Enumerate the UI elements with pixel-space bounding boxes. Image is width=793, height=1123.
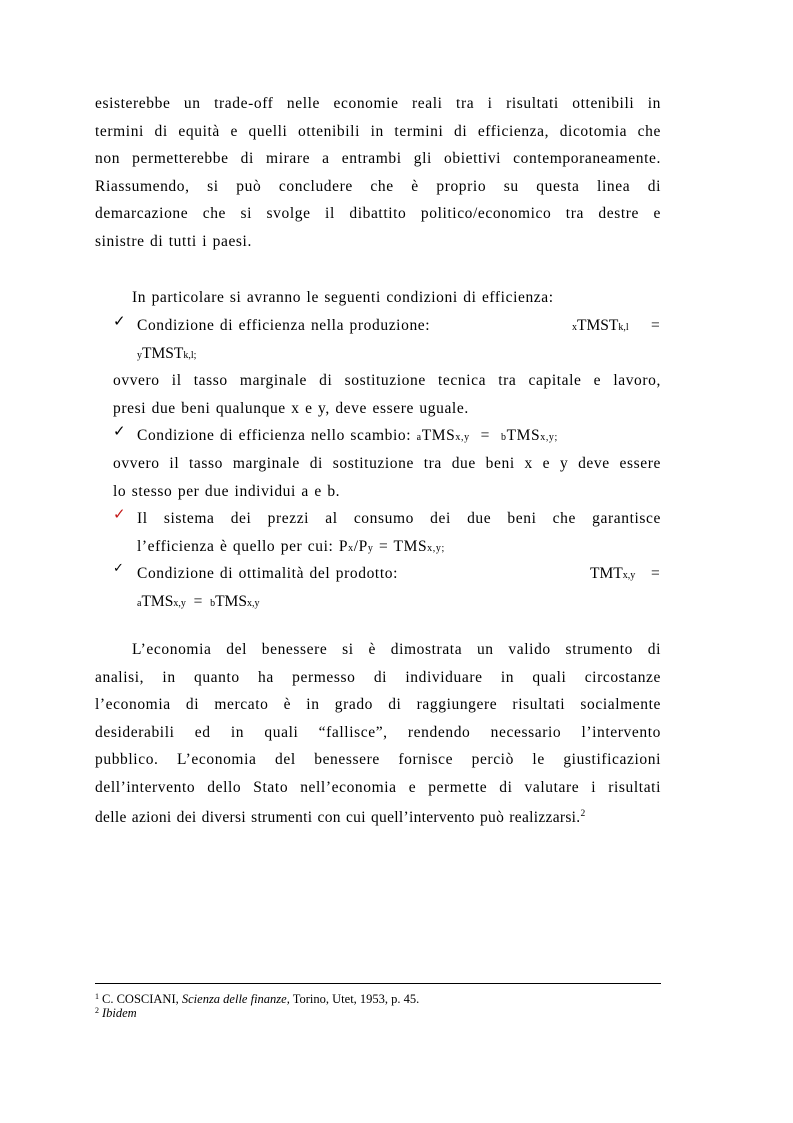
footnote-1: $^1$ C. COSCIANI, Scienza delle finanze, Torino, Utet, 1953, p. 45. [95, 992, 420, 1006]
text-line: dell’intervento dello Stato nell’economia e permette di valutare i risultati [95, 778, 661, 796]
equals-sign: = [651, 565, 660, 582]
condition-exchange: Condizione di efficienza nello scambio: aTMSx,y = bTMSx,y; [137, 427, 558, 444]
text-line: l’economia di mercato è in grado di raggiungere risultati socialmente [95, 696, 661, 713]
condition-prices [137, 505, 661, 560]
text-line: L’economia del benessere si è dimostrata un valido strumento di [132, 641, 661, 658]
condition-production-label: Condizione di efficienza nella produzione: [137, 317, 431, 334]
footnote-2: $^2$ Ibidem [95, 1006, 137, 1020]
text-line: analisi, in quanto ha permesso di individuare in quali circostanze [95, 668, 661, 686]
text-line: delle azioni dei diversi strumenti con cui quell’intervento può realizzarsi.$^2$ [95, 809, 586, 826]
formula-x-tmst: xTMSTk,l [572, 317, 629, 334]
text-line: presi due beni qualunque x e y, deve essere uguale. [113, 399, 469, 417]
check-icon: ✓ [113, 314, 126, 330]
text-line: sinistre di tutti i paesi. [95, 232, 252, 250]
text-line: termini di equità e quelli ottenibili in termini di efficienza, dicotomia che [95, 122, 661, 140]
paragraph-intro [95, 90, 661, 255]
equals-sign: = [651, 317, 660, 334]
text-line: non permetterebbe di mirare a entrambi gli obiettivi contemporaneamente. [95, 150, 661, 167]
text-line: desiderabili ed in quali “fallisce”, rendendo necessario l’intervento [95, 723, 661, 741]
check-icon: ✓ [113, 424, 126, 440]
formula-tmt: TMTx,y [590, 565, 636, 582]
footnote-reference[interactable]: 2 [580, 809, 586, 819]
check-icon: ✓ [113, 560, 124, 575]
condition-production-explanation [113, 367, 661, 422]
text-line: lo stesso per due individui a e b. [113, 482, 341, 500]
condition-optimality-label: Condizione di ottimalità del prodotto: [137, 565, 398, 582]
text-line: l’efficienza è quello per cui: Px/Py = TMSx,y; [137, 537, 445, 555]
text-line: ovvero il tasso marginale di sostituzione tra due beni x e y deve essere [113, 455, 661, 472]
paragraph-welfare-economics [95, 636, 661, 829]
formula-tms-pair: aTMSx,y = bTMSx,y [137, 593, 260, 610]
text-line: demarcazione che si svolge il dibattito politico/economico tra destre e [95, 205, 661, 222]
text-line: esisterebbe un trade-off nelle economie reali tra i risultati ottenibili in [95, 95, 661, 112]
text-line: Il sistema dei prezzi al consumo dei due beni che garantisce [137, 510, 661, 527]
formula-y-tmst: yTMSTk,l; [137, 345, 197, 362]
text-line: pubblico. L’economia del benessere fornisce perciò le giustificazioni [95, 751, 661, 768]
condition-exchange-explanation [113, 450, 661, 505]
text-line: ovvero il tasso marginale di sostituzione tecnica tra capitale e lavoro, [113, 372, 661, 389]
footnote-divider [95, 983, 661, 984]
conditions-intro: In particolare si avranno le seguenti condizioni di efficienza: [132, 289, 554, 306]
text-line: Riassumendo, si può concludere che è proprio su questa linea di [95, 177, 661, 195]
check-icon: ✓ [113, 507, 126, 523]
